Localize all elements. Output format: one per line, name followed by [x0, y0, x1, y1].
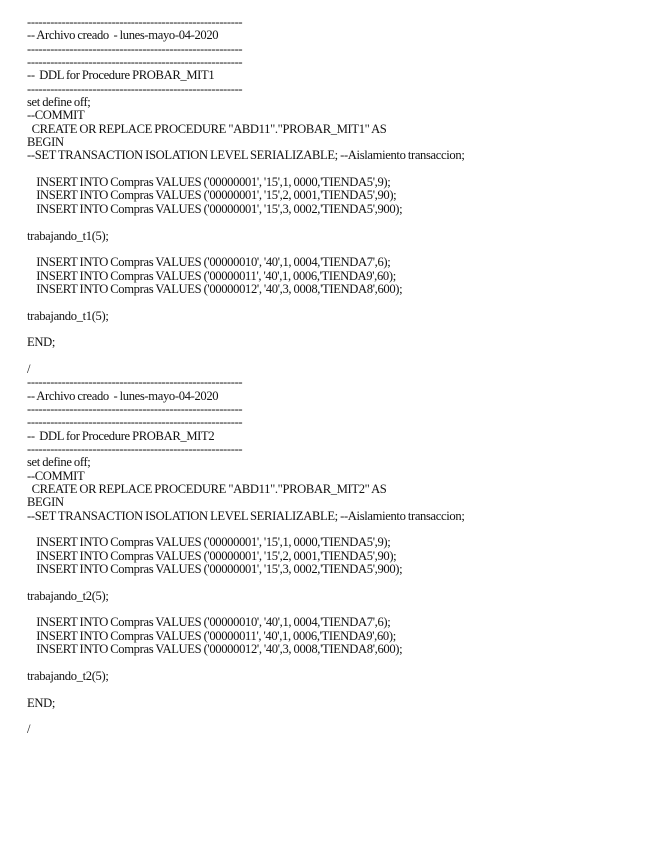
insert-statement: INSERT INTO Compras VALUES ('00000012', '40',3, 0008,'TIENDA8',600); [27, 642, 403, 657]
ddl-header-comment: -- DDL for Procedure PROBAR_MIT1 [27, 68, 215, 83]
code-line: END; [27, 695, 55, 710]
insert-statement: INSERT INTO Compras VALUES ('00000001', '15',2, 0001,'TIENDA5',90); [27, 548, 397, 563]
separator-line: -------------------------------------------------------- [27, 41, 243, 56]
code-line: / [27, 722, 31, 737]
code-line: BEGIN [27, 135, 64, 150]
separator-line: -------------------------------------------------------- [27, 415, 243, 430]
separator-line: -------------------------------------------------------- [27, 401, 243, 416]
code-line: BEGIN [27, 495, 64, 510]
separator-line: -------------------------------------------------------- [27, 375, 243, 390]
procedure-call: trabajando_t2(5); [27, 668, 109, 683]
sql-document [27, 16, 637, 737]
blank-line [27, 603, 637, 616]
code-line: set define off; [27, 455, 91, 470]
ddl-header-comment: -- DDL for Procedure PROBAR_MIT2 [27, 428, 215, 443]
blank-line [27, 243, 637, 256]
blank-line [27, 683, 637, 696]
procedure-declaration: CREATE OR REPLACE PROCEDURE "ABD11"."PROBAR_MIT1" AS [27, 121, 387, 136]
procedure-call: trabajando_t1(5); [27, 228, 109, 243]
insert-statement: INSERT INTO Compras VALUES ('00000010', '40',1, 0004,'TIENDA7',6); [27, 615, 391, 630]
insert-statement: INSERT INTO Compras VALUES ('00000012', '40',3, 0008,'TIENDA8',600); [27, 281, 403, 296]
file-created-comment: -- Archivo creado - lunes-mayo-04-2020 [27, 388, 219, 403]
blank-line [27, 350, 637, 363]
code-line: --SET TRANSACTION ISOLATION LEVEL SERIALIZABLE; --Aislamiento transaccion; [27, 508, 465, 523]
blank-line [27, 296, 637, 309]
code-line: set define off; [27, 95, 91, 110]
separator-line: -------------------------------------------------------- [27, 15, 243, 29]
procedure-declaration: CREATE OR REPLACE PROCEDURE "ABD11"."PROBAR_MIT2" AS [27, 482, 387, 497]
insert-statement: INSERT INTO Compras VALUES ('00000010', '40',1, 0004,'TIENDA7',6); [27, 255, 391, 270]
code-line: --COMMIT [27, 468, 85, 483]
separator-line: -------------------------------------------------------- [27, 55, 243, 70]
insert-statement: INSERT INTO Compras VALUES ('00000011', '40',1, 0006,'TIENDA9',60); [27, 268, 396, 283]
blank-line [27, 523, 637, 536]
insert-statement: INSERT INTO Compras VALUES ('00000001', '15',1, 0000,'TIENDA5',9); [27, 175, 391, 190]
separator-line: -------------------------------------------------------- [27, 442, 243, 456]
procedure-call: trabajando_t2(5); [27, 588, 109, 603]
insert-statement: INSERT INTO Compras VALUES ('00000001', '15',2, 0001,'TIENDA5',90); [27, 188, 397, 203]
code-line: END; [27, 335, 55, 350]
file-created-comment: -- Archivo creado - lunes-mayo-04-2020 [27, 28, 219, 43]
code-line: / [27, 361, 31, 376]
procedure-call: trabajando_t1(5); [27, 308, 109, 323]
blank-line [27, 323, 637, 336]
separator-line: -------------------------------------------------------- [27, 81, 243, 96]
insert-statement: INSERT INTO Compras VALUES ('00000001', '15',3, 0002,'TIENDA5',900); [27, 562, 403, 577]
blank-line [27, 216, 637, 229]
code-line: --COMMIT [27, 108, 85, 123]
blank-line [27, 163, 637, 176]
code-line: --SET TRANSACTION ISOLATION LEVEL SERIALIZABLE; --Aislamiento transaccion; [27, 148, 465, 163]
insert-statement: INSERT INTO Compras VALUES ('00000001', '15',3, 0002,'TIENDA5',900); [27, 201, 403, 216]
insert-statement: INSERT INTO Compras VALUES ('00000011', '40',1, 0006,'TIENDA9',60); [27, 628, 396, 643]
blank-line [27, 576, 637, 589]
insert-statement: INSERT INTO Compras VALUES ('00000001', '15',1, 0000,'TIENDA5',9); [27, 535, 391, 550]
blank-line [27, 657, 637, 670]
blank-line [27, 710, 637, 723]
